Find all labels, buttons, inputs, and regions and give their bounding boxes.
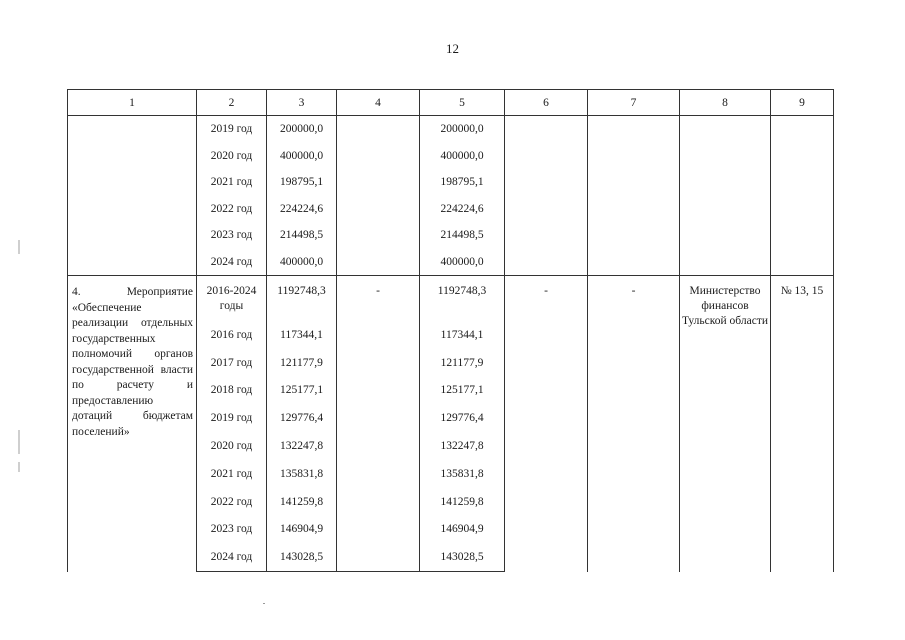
col4-cell — [337, 143, 420, 170]
total-cell: 121177,9 — [267, 349, 337, 377]
year-cell: 2022 год — [197, 196, 267, 223]
indicators-cell — [771, 276, 834, 572]
header-cell-8: 8 — [680, 90, 771, 116]
header-cell-4: 4 — [337, 90, 420, 116]
total-cell: 132247,8 — [267, 432, 337, 460]
scan-margin-mark — [18, 462, 20, 472]
col6-cell — [505, 276, 588, 572]
header-cell-7: 7 — [588, 90, 680, 116]
block-a-indicators — [771, 116, 834, 276]
col5-cell: 200000,0 — [420, 116, 505, 143]
col4-cell — [337, 349, 420, 377]
executor-cell — [680, 276, 771, 572]
col4-cell — [337, 460, 420, 488]
col4-cell — [337, 196, 420, 223]
total-cell: 117344,1 — [267, 321, 337, 349]
col5-cell: 198795,1 — [420, 169, 505, 196]
block-a-col6 — [505, 116, 588, 276]
total-cell — [267, 276, 337, 322]
table-row — [68, 276, 834, 322]
col5-cell: 135831,8 — [420, 460, 505, 488]
total-cell: 400000,0 — [267, 249, 337, 276]
indicator-numbers: № 13, 15 — [780, 285, 824, 297]
year-cell: 2024 год — [197, 543, 267, 571]
year-cell: 2020 год — [197, 432, 267, 460]
header-cell-1: 1 — [68, 90, 197, 116]
year-cell: 2018 год — [197, 377, 267, 405]
col4-cell — [337, 276, 420, 322]
col5-cell: 132247,8 — [420, 432, 505, 460]
col5-cell: 129776,4 — [420, 404, 505, 432]
header-cell-6: 6 — [505, 90, 588, 116]
col4-cell — [337, 116, 420, 143]
measure-description-cell — [68, 276, 197, 572]
executor-name: Министерство финансов Тульской области — [681, 285, 768, 327]
col4-cell — [337, 543, 420, 571]
total-cell: 135831,8 — [267, 460, 337, 488]
period-label: 2016-2024 годы — [206, 285, 257, 312]
total-cell: 129776,4 — [267, 404, 337, 432]
col5-total: 1192748,3 — [437, 285, 487, 297]
col5-cell: 400000,0 — [420, 249, 505, 276]
col4-cell — [337, 321, 420, 349]
col4-cell — [337, 516, 420, 544]
program-table — [67, 89, 834, 572]
block-a-executor — [680, 116, 771, 276]
measure-description: 4. Мероприятие «Обеспечение реализации отдельных государственных полномочий органов государственной власти по расчету и предоставлению дотаций бюджетам поселений» — [72, 286, 193, 438]
year-cell: 2019 год — [197, 404, 267, 432]
year-cell: 2021 год — [197, 169, 267, 196]
total-cell: 143028,5 — [267, 543, 337, 571]
scan-dot — [263, 603, 265, 604]
total-cell: 146904,9 — [267, 516, 337, 544]
grand-total: 1192748,3 — [277, 285, 326, 297]
total-cell: 198795,1 — [267, 169, 337, 196]
col5-cell — [420, 276, 505, 322]
year-cell: 2023 год — [197, 222, 267, 249]
col4-cell — [337, 169, 420, 196]
col5-cell: 146904,9 — [420, 516, 505, 544]
col5-cell: 121177,9 — [420, 349, 505, 377]
header-cell-5: 5 — [420, 90, 505, 116]
year-cell: 2021 год — [197, 460, 267, 488]
header-cell-2: 2 — [197, 90, 267, 116]
col4-cell — [337, 404, 420, 432]
col6-dash: - — [544, 285, 548, 297]
table-row — [68, 116, 834, 143]
col5-cell: 214498,5 — [420, 222, 505, 249]
scan-margin-mark — [18, 430, 20, 454]
col7-dash: - — [631, 285, 636, 297]
year-cell: 2019 год — [197, 116, 267, 143]
total-cell: 224224,6 — [267, 196, 337, 223]
col4-cell — [337, 222, 420, 249]
total-cell: 214498,5 — [267, 222, 337, 249]
col4-dash: - — [376, 285, 380, 297]
year-cell: 2023 год — [197, 516, 267, 544]
col5-cell: 143028,5 — [420, 543, 505, 571]
total-cell: 141259,8 — [267, 488, 337, 516]
col4-cell — [337, 432, 420, 460]
col4-cell — [337, 249, 420, 276]
year-cell: 2022 год — [197, 488, 267, 516]
year-cell: 2017 год — [197, 349, 267, 377]
col5-cell: 141259,8 — [420, 488, 505, 516]
header-cell-3: 3 — [267, 90, 337, 116]
total-cell: 200000,0 — [267, 116, 337, 143]
col5-cell: 224224,6 — [420, 196, 505, 223]
col4-cell — [337, 488, 420, 516]
year-cell: 2020 год — [197, 143, 267, 170]
scan-margin-mark — [18, 240, 20, 254]
block-a — [68, 116, 834, 276]
block-b — [68, 276, 834, 572]
block-a-description — [68, 116, 197, 276]
col4-cell — [337, 377, 420, 405]
year-cell: 2016 год — [197, 321, 267, 349]
period-cell — [197, 276, 267, 322]
year-cell: 2024 год — [197, 249, 267, 276]
header-cell-9: 9 — [771, 90, 834, 116]
col5-cell: 117344,1 — [420, 321, 505, 349]
col5-cell: 125177,1 — [420, 377, 505, 405]
block-a-col7 — [588, 116, 680, 276]
col5-cell: 400000,0 — [420, 143, 505, 170]
header-row — [68, 90, 834, 116]
total-cell: 400000,0 — [267, 143, 337, 170]
total-cell: 125177,1 — [267, 377, 337, 405]
page-number: 12 — [446, 41, 459, 56]
col7-cell — [588, 276, 680, 572]
